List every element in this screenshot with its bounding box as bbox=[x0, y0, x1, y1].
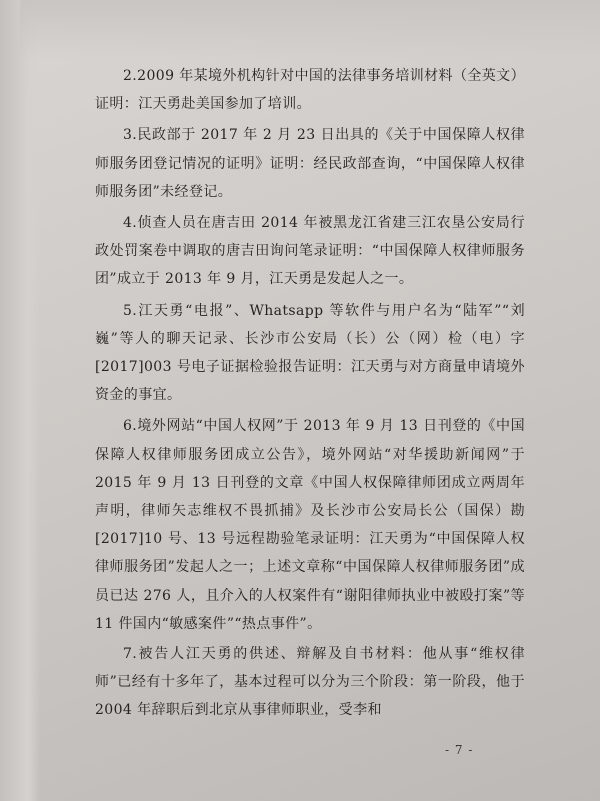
paper-edge-left bbox=[0, 0, 40, 801]
page-number: - 7 - bbox=[445, 743, 474, 757]
paragraph-item-2: 2.2009 年某境外机构针对中国的法律事务培训材料（全英文）证明：江天勇赴美国参加了培训。 bbox=[95, 68, 525, 113]
paragraph-item-7: 7.被告人江天勇的供述、辩解及自书材料：他从事“维权律师”已经有十多年了，基本过程可以分为三个阶段：第一阶段，他于 2004 年辞职后到北京从事律师职业，受李和 bbox=[95, 646, 525, 719]
paper-curl-top bbox=[20, 0, 600, 60]
paragraph-item-3: 3.民政部于 2017 年 2 月 23 日出具的《关于中国保障人权律师服务团登记情况的证明》证明：经民政部查询，“中国保障人权律师服务团”未经登记。 bbox=[95, 127, 525, 200]
paragraph-item-4: 4.侦查人员在唐吉田 2014 年被黑龙江省建三江农垦公安局行政处罚案卷中调取的唐吉田询问笔录证明：“中国保障人权律师服务团”成立于 2013 年 9 月，江天勇是发起人之一。 bbox=[95, 215, 525, 288]
document-page bbox=[95, 62, 525, 801]
paragraph-item-5: 5.江天勇“电报”、Whatsapp 等软件与用户名为“陆军”“刘巍”等人的聊天记录、长沙市公安局（长）公（网）检（电）字[2017]003 号电子证据检验报告证明：江天勇与对方商量申请境外资金的事宜。 bbox=[95, 302, 525, 404]
paragraph-item-6: 6.境外网站“中国人权网”于 2013 年 9 月 13 日刊登的《中国保障人权律师服务团成立公告》，境外网站“对华援助新闻网”于 2015 年 9 月 13 日刊登的文章《中国人权保障律师团成立两周年声明，律师矢志维权不畏抓捕》及长沙市公安局长公（国保）勘[2017]10 号、13 号远程勘验笔录证明：江天勇为“中国保障人权律师服务团”发起人之一；上述文章称“中国保障人权律师服务团”成员已达 276 人，且介入的人权案件有“谢阳律师执业中被殴打案”等 11 件国内“敏感案件”“热点事件”。 bbox=[95, 418, 525, 632]
